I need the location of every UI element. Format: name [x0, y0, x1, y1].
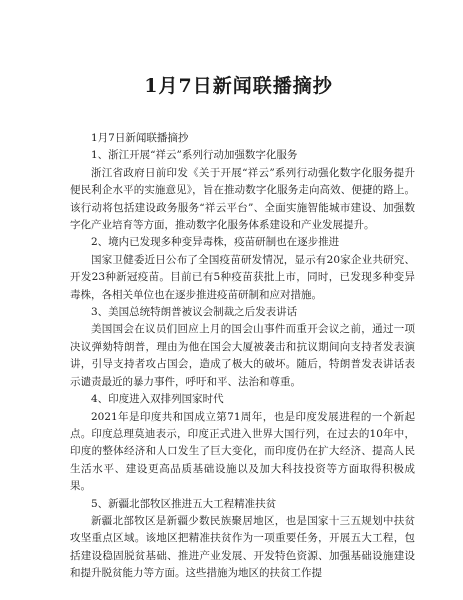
- section-body-5: 新疆北部牧区是新疆少数民族聚居地区，也是国家十三五规划中扶贫攻坚重点区域。该地区把精准扶贫作为一项重要任务，开展五大工程，包括建设稳固脱贫基础、推进产业发展、开发特色资源、加强基础设施建设和提升脱贫能力等方面。这些措施为地区的扶贫工作提: [70, 514, 415, 580]
- section-heading-5: 5、新疆北部牧区推进五大工程精准扶贫: [91, 497, 277, 510]
- section-heading-2: 2、境内已发现多种变异毒株，疫苗研制也在逐步推进: [91, 236, 340, 249]
- section-body-4: 2021年是印度共和国成立第71周年，也是印度发展进程的一个新起点。印度总理莫迪表示，印度正式进入世界大国行列，在过去的10年中，印度的整体经济和人口发生了巨大变化，而印度仍在扩大经济、提高人民生活水平、建设更高品质基础设施以及加大科技投资等方面取得积极成果。: [70, 410, 415, 493]
- paragraph-heading-date: 1月7日新闻联播摘抄: [91, 132, 189, 144]
- section-body-2: 国家卫健委近日公布了全国疫苗研发情况，显示有20家企业共研究、开发23种新冠疫苗。目前已有5种疫苗获批上市，同时，已发现多种变异毒株，各相关单位也在逐步推进疫苗研制和应对措施。: [70, 253, 415, 301]
- document-body: [70, 130, 415, 583]
- document-title: 1月7日新闻联播摘抄: [144, 75, 333, 97]
- section-heading-1: 1、浙江开展“祥云”系列行动加强数字化服务: [91, 149, 298, 162]
- section-heading-4: 4、印度进入双排列国家时代: [91, 393, 224, 406]
- section-body-1: 浙江省政府日前印发《关于开展“祥云”系列行动强化数字化服务提升便民利企水平的实施意见》，旨在推动数字化服务走向高效、便捷的路上。该行动将包括建设政务服务“祥云平台”、全面实施智能城市建设、加强数字化产业培育等方面，推动数字化服务体系建设和产业发展提升。: [70, 166, 415, 232]
- section-heading-3: 3、美国总统特朗普被议会制裁之后发表讲话: [91, 306, 298, 319]
- section-body-3: 美国国会在议员们回应上月的国会山事件而重开会议之前，通过一项决议弹劾特朗普，理由为他在国会大厦被袭击和抗议期间向支持者发表演讲，引导支持者攻占国会，造成了极大的破坏。随后，特朗普发表讲话表示谴责最近的暴力事件，呼吁和平、法治和尊重。: [70, 323, 415, 388]
